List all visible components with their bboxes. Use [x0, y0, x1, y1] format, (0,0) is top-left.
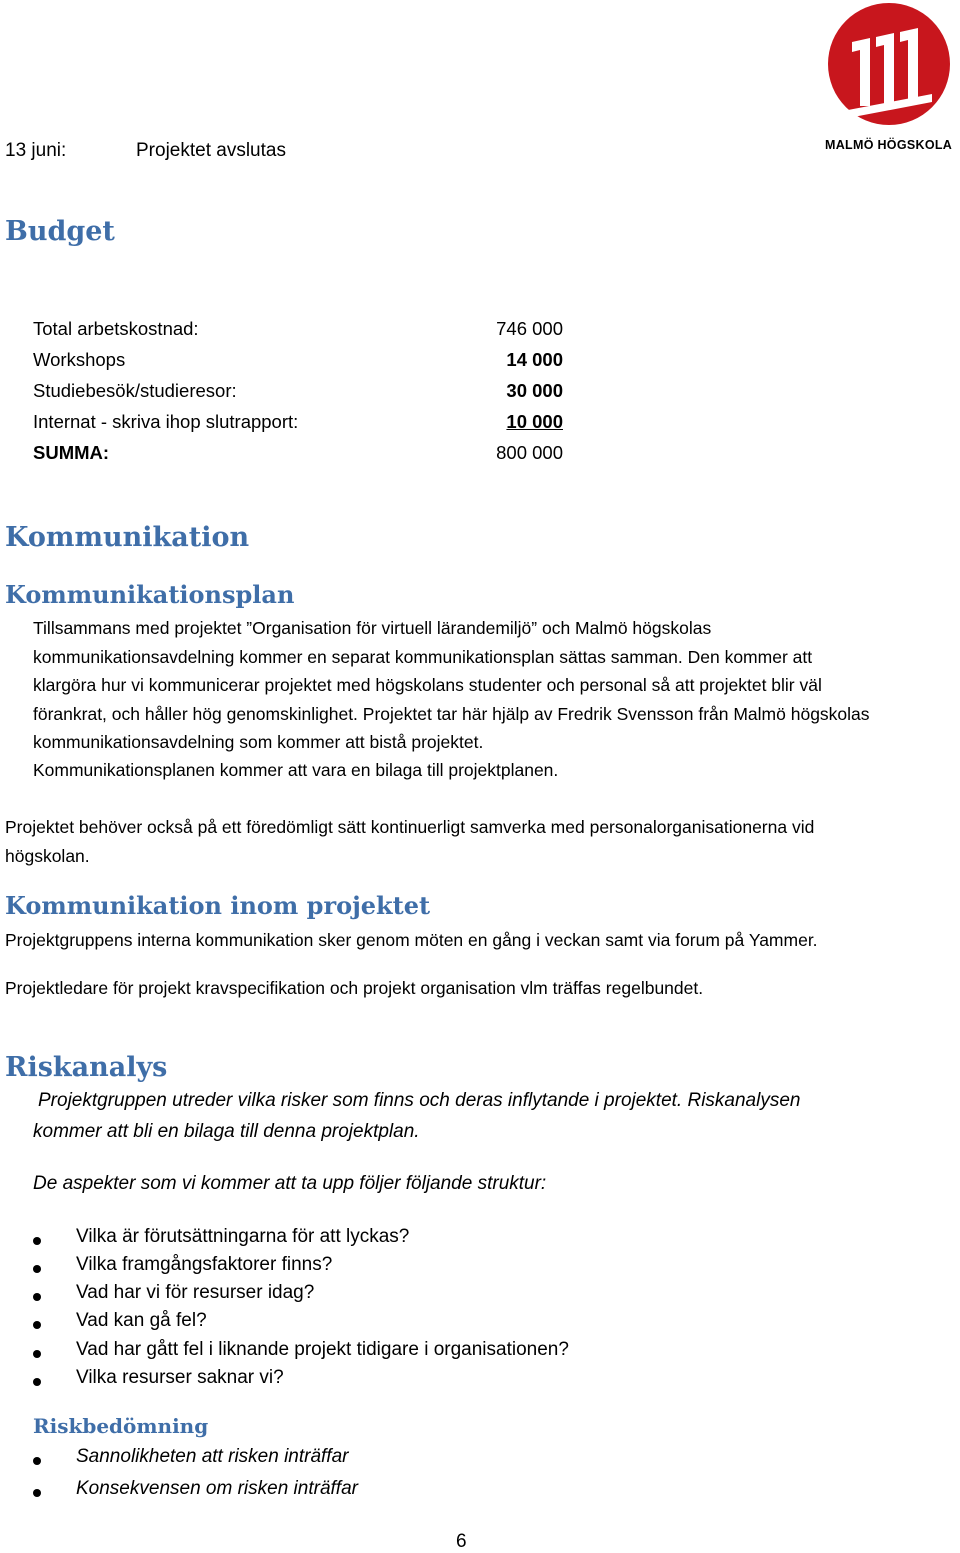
plan-line: Tillsammans med projektet ”Organisation för virtuell lärandemiljö” och Malmö högskolas: [33, 618, 712, 638]
risk-intro-line: Projektgruppen utreder vilka risker som finns och deras inflytande i projektet. Riskanalysen: [38, 1090, 801, 1111]
malmo-hogskola-logo: [822, 2, 956, 154]
budget-value: 746 000: [496, 318, 563, 339]
list-item-text: Sannolikheten att risken inträffar: [76, 1446, 349, 1467]
budget-row: [33, 318, 563, 346]
riskanalys-heading: Riskanalys: [5, 1052, 168, 1083]
riskbedomning-heading: Riskbedömning: [33, 1414, 209, 1438]
budget-row: [33, 349, 563, 377]
bullet-icon: [33, 1265, 41, 1273]
risk-intro-line: kommer att bli en bilaga till denna projektplan.: [33, 1121, 420, 1142]
budget-value: 10 000: [506, 411, 563, 432]
kommunikationsplan-heading: Kommunikationsplan: [5, 580, 295, 609]
kommunikation-heading: Kommunikation: [5, 522, 250, 553]
budget-label: Internat - skriva ihop slutrapport:: [33, 411, 299, 432]
plan-line: förankrat, och håller hög genomskinlighet. Projektet tar här hjälp av Fredrik Svensson från Malmö högskolas: [33, 704, 870, 724]
bullet-icon: [33, 1237, 41, 1245]
bullet-icon: [33, 1378, 41, 1386]
budget-value: 800 000: [496, 442, 563, 463]
plan-line: klargöra hur vi kommunicerar projektet med högskolans studenter och personal så att projektet blir väl: [33, 675, 822, 695]
list-item-text: Konsekvensen om risken inträffar: [76, 1478, 358, 1499]
budget-label: Workshops: [33, 349, 126, 370]
page-number: 6: [456, 1531, 467, 1552]
list-item-text: Vad har gått fel i liknande projekt tidigare i organisationen?: [76, 1339, 569, 1360]
plan-line: kommunikationsavdelning kommer en separat kommunikationsplan sättas samman. Den kommer att: [33, 647, 813, 667]
aspects-intro: De aspekter som vi kommer att ta upp följer följande struktur:: [33, 1173, 547, 1194]
bullet-icon: [33, 1350, 41, 1358]
budget-label: Studiebesök/studieresor:: [33, 380, 237, 401]
budget-label: SUMMA:: [33, 442, 110, 463]
bullet-icon: [33, 1293, 41, 1301]
collab-line: Projektet behöver också på ett föredömligt sätt kontinuerligt samverka med personalorganisationerna vid: [5, 817, 815, 837]
event-label: Projektet avslutas: [136, 140, 286, 161]
budget-heading: Budget: [5, 216, 115, 247]
budget-row: [33, 442, 563, 470]
plan-line: kommunikationsavdelning som kommer att bistå projektet.: [33, 732, 484, 752]
budget-value: 14 000: [506, 349, 563, 370]
list-item-text: Vad kan gå fel?: [76, 1310, 207, 1331]
date-label: 13 juni:: [5, 140, 67, 161]
list-item-text: Vilka är förutsättningarna för att lyckas?: [76, 1226, 410, 1247]
budget-row: [33, 411, 563, 439]
budget-row: [33, 380, 563, 408]
bullet-icon: [33, 1457, 41, 1465]
logo-text: MALMÖ HÖGSKOLA: [825, 138, 953, 152]
budget-label: Total arbetskostnad:: [33, 318, 199, 339]
list-item-text: Vilka framgångsfaktorer finns?: [76, 1254, 333, 1275]
bullet-icon: [33, 1489, 41, 1497]
leaders-text: Projektledare för projekt kravspecifikation och projekt organisation vlm träffas regelbundet.: [5, 978, 704, 998]
collab-line: högskolan.: [5, 846, 90, 866]
kommunikation-inom-heading: Kommunikation inom projektet: [5, 891, 431, 920]
list-item-text: Vilka resurser saknar vi?: [76, 1367, 284, 1388]
budget-value: 30 000: [506, 380, 563, 401]
inom-text: Projektgruppens interna kommunikation sker genom möten en gång i veckan samt via forum på Yammer.: [5, 930, 818, 950]
bullet-icon: [33, 1321, 41, 1329]
list-item-text: Vad har vi för resurser idag?: [76, 1282, 315, 1303]
plan-line: Kommunikationsplanen kommer att vara en bilaga till projektplanen.: [33, 760, 559, 780]
